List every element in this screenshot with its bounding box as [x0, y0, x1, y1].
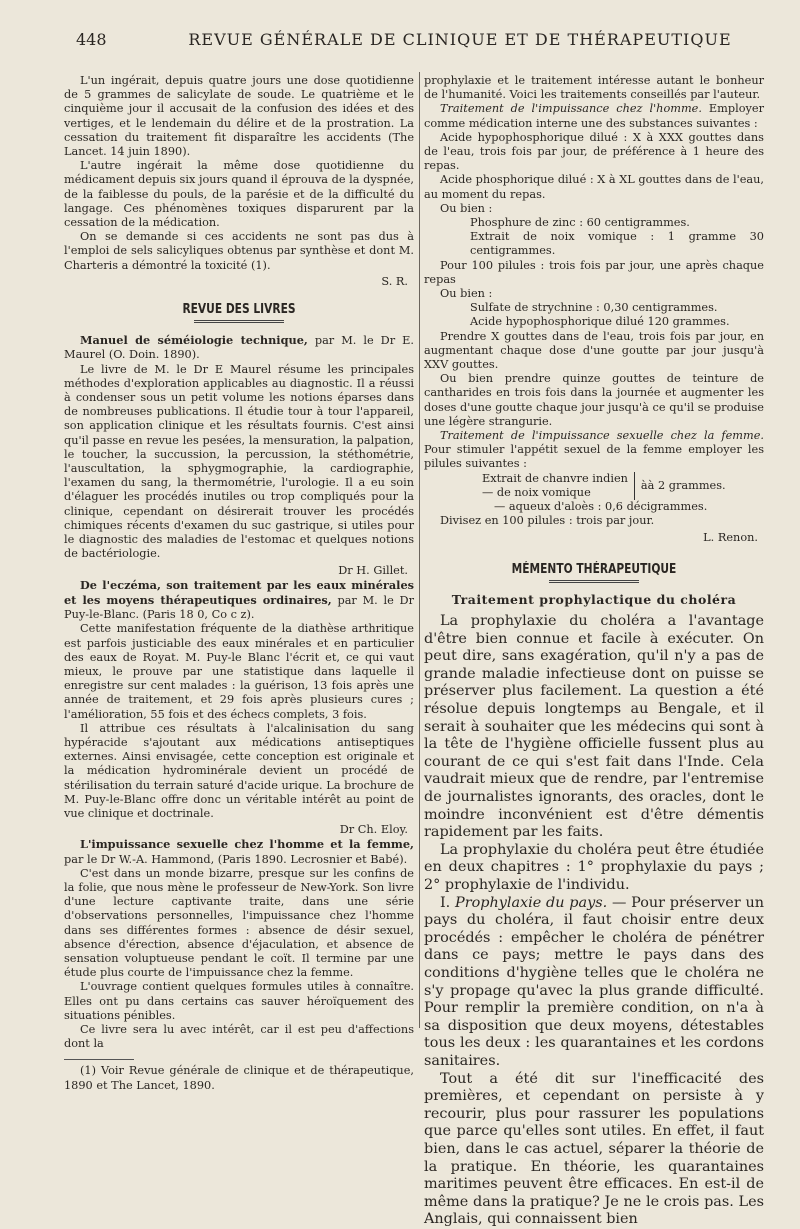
prescription-line: Acide phosphorique dilué : X à XL gouttes dans de l'eau, au moment du repas. [424, 173, 764, 201]
formula-line: Phosphure de zinc : 60 centigrammes. [470, 216, 690, 230]
signature: S. R. [381, 274, 408, 288]
prescription-line: Ou bien : [440, 201, 493, 215]
prescription-line: Ou bien : [440, 287, 493, 301]
paragraph [424, 895, 764, 1071]
formula-brace [424, 472, 764, 500]
paragraph: Le livre de M. le Dr E Maurel résume les principales méthodes d'exploration applicables au diagnostic. Il a réussi à condenser sous un petit volume les notions éparses dans de nombreuses publications. Il étudie tour à tour l'appareil, son application clinique et les résultats fournis. C'est ainsi qu'il passe en revue les pesées, la mensuration, la palpation, le toucher, la succussion, la percussion, la stéthométrie, l'auscultation, la sphygmographie, la cardiographie, l'examen du sang, la thermométrie, l'urologie. Il a eu soin d'élaguer les procédés inutiles ou trop compliqués pour la clinique, cependant on désirerait trouver les procédés chimiques récents d'examen du suc gastrique, si utiles pour le diagnostic des maladies de l'estomac et quelques notions de bactériologie. [64, 362, 414, 561]
section-heading: REVUE DES LIVRES [182, 302, 296, 318]
heading-rule [194, 320, 284, 323]
review-title: L'impuissance sexuelle chez l'homme et la femme, [80, 837, 414, 852]
formula-line: Pour 100 pilules : trois fois par jour, une après chaque repas [424, 258, 764, 286]
signature: Dr H. Gillet. [338, 563, 408, 577]
review-heading [64, 837, 414, 866]
formula-line: Acide hypophosphorique dilué 120 grammes. [470, 315, 730, 329]
treatment-text: Pour stimuler l'appétit sexuel de la femme employer les pilules suivantes : [424, 443, 764, 471]
prescription-line: Prendre X gouttes dans de l'eau, trois fois par jour, en augmentant chaque dose d'une goutte par jour jusqu'à XXV gouttes. [424, 329, 764, 372]
article-title: Traitement prophylactique du choléra [451, 591, 737, 607]
review-title: De l'eczéma, son traitement par les eaux minérales et les moyens thérapeutiques ordinaires, [64, 577, 414, 607]
review-meta: par le Dr W.-A. Hammond, (Paris 1890. Lecrosnier et Babé). [64, 852, 408, 866]
paragraph: On se demande si ces accidents ne sont pas dus à l'emploi de sels salicyliques obtenus par synthèse et dont M. Charteris a démontré la toxicité (1). [64, 230, 414, 272]
paragraph-text: — Pour préserver un pays du choléra, il faut choisir entre deux procédés : empêcher le choléra de pénétrer dans ce pays; mettre le pays dans des conditions d'hygiène telles que le choléra ne s'y propage qu'avec la plus grande difficulté. Pour remplir la première condition, on n'a à sa disposition que deux moyens, détestables tous les deux : les quarantaines et les cordons sanitaires. [424, 894, 764, 1069]
section-heading: MÉMENTO THÉRAPEUTIQUE [511, 561, 677, 577]
footnote: (1) Voir Revue générale de clinique et de thérapeutique, 1890 et The Lancet, 1890. [64, 1064, 414, 1092]
formula-dose: àà 2 grammes. [640, 478, 726, 492]
paragraph: Ce livre sera lu avec intérêt, car il est peu d'affections dont la [64, 1023, 414, 1051]
paragraph: La prophylaxie du choléra peut être étudiée en deux chapitres : 1° prophylaxie du pays ; 2° prophylaxie de l'individu. [424, 841, 764, 894]
review-heading [64, 578, 414, 623]
paragraph: prophylaxie et le traitement intéresse autant le bonheur de l'humanité. Voici les traitements conseillés par l'auteur. [424, 74, 764, 102]
page-number: 448 [76, 30, 107, 49]
formula-line: — aqueux d'aloès : 0,6 décigrammes. [494, 500, 708, 514]
paragraph: Tout a été dit sur l'inefficacité des premières, et cependant on persiste à y recourir, plus pour rassurer les populations que parce qu'elles sont utiles. En effet, il faut bien, dans le cas actuel, séparer la théorie de la pratique. En théorie, les quarantaines maritimes peuvent être efficaces. En est-il de même dans la pratique? Je ne le crois pas. Les Anglais, qui connaissent bien [424, 1070, 764, 1228]
footnote-rule [64, 1059, 134, 1060]
running-title: REVUE GÉNÉRALE DE CLINIQUE ET DE THÉRAPEUTIQUE [188, 30, 732, 49]
treatment-heading [424, 102, 764, 130]
paragraph: L'autre ingérait la même dose quotidienne du médicament depuis six jours quand il éprouva de la dyspnée, de la faiblesse du pouls, de la parésie et de la difficulté du langage. Ces phénomènes toxiques disparurent par la cessation de la médication. [64, 159, 414, 230]
formula-line: — de noix vomique [482, 485, 591, 499]
signature: L. Renon. [703, 530, 758, 544]
prescription-line: Acide hypophosphorique dilué : X à XXX gouttes dans de l'eau, trois fois par jour, de préférence à 1 heure des repas. [424, 130, 764, 173]
column-divider [419, 72, 420, 1028]
formula-line: Sulfate de strychnine : 0,30 centigrammes. [470, 301, 718, 315]
review-heading [64, 333, 414, 362]
formula-line: Divisez en 100 pilules : trois par jour. [440, 514, 655, 528]
treatment-title: Traitement de l'impuissance sexuelle chez la femme. [440, 429, 764, 443]
section-number: I. [440, 894, 456, 911]
paragraph: L'ouvrage contient quelques formules utiles à connaître. Elles ont pu dans certains cas sauver héroïquement des situations pénibles. [64, 980, 414, 1022]
left-column [64, 74, 414, 1093]
page-header [0, 30, 800, 54]
review-meta: par M. le Dr E. Maurel (O. Doin. 1890). [64, 334, 414, 362]
heading-rule [549, 580, 639, 583]
treatment-text: Employer comme médication interne une des substances suivantes : [424, 102, 764, 130]
right-column [424, 74, 764, 1229]
paragraph: Cette manifestation fréquente de la diathèse arthritique est parfois justiciable des eaux minérales et en particulier des eaux de Royat. M. Puy-le Blanc l'écrit et, ce qui vaut mieux, le prouve par une statistique dans laquelle il enregistre sur cent malades : la guérison, 13 fois après une année de traitement, et 29 fois après plusieurs cures ; l'amélioration, 55 fois et des échecs complets, 3 fois. [64, 622, 414, 721]
treatment-title: Traitement de l'impuissance chez l'homme. [440, 102, 702, 116]
signature: Dr Ch. Eloy. [339, 823, 408, 837]
prescription-line: Ou bien prendre quinze gouttes de teinture de cantharides en trois fois dans la journée et augmenter les doses d'une goutte chaque jour jusqu'à ce qu'il se produise une légère strangurie. [424, 372, 764, 428]
review-title: Manuel de séméiologie technique, [80, 333, 308, 348]
paragraph: C'est dans un monde bizarre, presque sur les confins de la folie, que nous mène le professeur de New-York. Son livre d'une lecture captivante traite, dans une série d'observations personnelles, l'impuissance chez l'homme dans ses différentes formes : absence de désir sexuel, absence d'érection, absence d'éjaculation, et absence de sensation voluptueuse pendant le coït. Il termine par une étude plus courte de l'impuissance chez la femme. [64, 866, 414, 980]
formula-line: Extrait de noix vomique : 1 gramme 30 centigrammes. [470, 230, 764, 258]
paragraph: La prophylaxie du choléra a l'avantage d'être bien connue et facile à exécuter. On peut dire, sans exagération, qu'il n'y a pas de grande maladie infectieuse dont on puisse se préserver plus facilement. La question a été résolue depuis longtemps au Bengale, et il serait à souhaiter que les médecins qui sont à la tête de l'hygiène officielle fussent plus au courant de ce qui s'est fait dans l'Inde. Cela vaudrait mieux que de rendre, par l'entremise de journalistes ignorants, des oracles, dont le moindre inconvénient est d'être démentis rapidement par les faits. [424, 613, 764, 841]
paragraph: Il attribue ces résultats à l'alcalinisation du sang hypéracide s'ajoutant aux médications antiseptiques externes. Ainsi envisagée, cette conception est originale et la médication hydrominérale devient un procédé de stérilisation du terrain saturé d'acide urique. La brochure de M. Puy-le-Blanc offre donc un véritable intérêt au point de vue clinique et doctrinale. [64, 721, 414, 820]
treatment-heading [424, 429, 764, 472]
formula-line: Extrait de chanvre indien [482, 471, 628, 485]
review-meta: par M. le Dr Puy-le-Blanc. (Paris 18 0, Co c z). [64, 593, 414, 622]
paragraph: L'un ingérait, depuis quatre jours une dose quotidienne de 5 grammes de salicylate de soude. Le quatrième et le cinquième jour il accusait de la confusion des idées et des vertiges, et le lendemain du délire et de la prostration. La cessation du traitement fit disparaître les accidents (The Lancet. 14 juin 1890). [64, 74, 414, 159]
subsection-title: Prophylaxie du pays. [455, 894, 608, 911]
